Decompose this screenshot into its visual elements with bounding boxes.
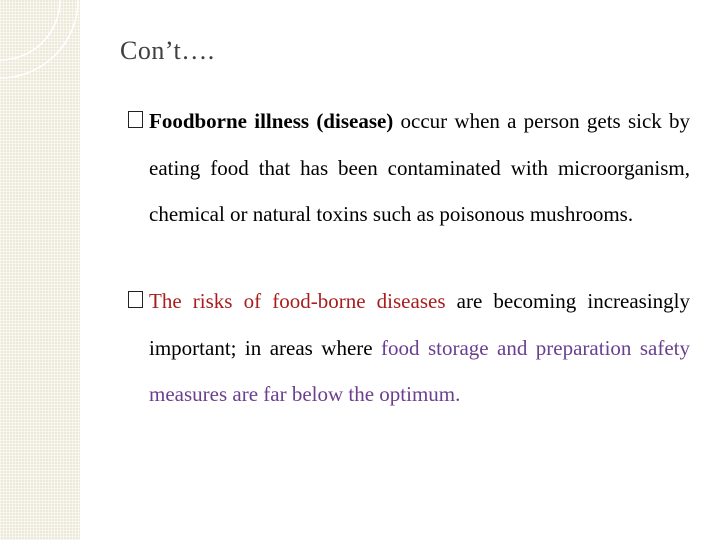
side-decor-band bbox=[0, 0, 80, 540]
bullet-text bbox=[130, 278, 690, 418]
bullet-item-foodborne-illness bbox=[130, 98, 690, 238]
bullet-box-icon bbox=[128, 111, 143, 128]
bullet-bold-term: Foodborne illness (disease) bbox=[149, 109, 394, 133]
bullet-plain-text: are becoming increasingly important; in areas where bbox=[149, 289, 690, 360]
bullet-text bbox=[130, 98, 690, 238]
bullet-item-risks bbox=[130, 278, 690, 418]
slide-title: Con’t…. bbox=[120, 36, 215, 65]
bullet-purple-phrase: food storage and preparation safety measures are far below the optimum. bbox=[149, 335, 690, 406]
bullet-plain-text: occur when a person gets sick by eating food that has been contaminated with microorganism, chemical or natural toxins such as poisonous mushrooms. bbox=[149, 109, 691, 226]
corner-arcs-decoration bbox=[0, 0, 80, 80]
bullet-box-icon bbox=[128, 291, 143, 308]
bullet-red-phrase: The risks of food-borne diseases bbox=[149, 289, 446, 313]
